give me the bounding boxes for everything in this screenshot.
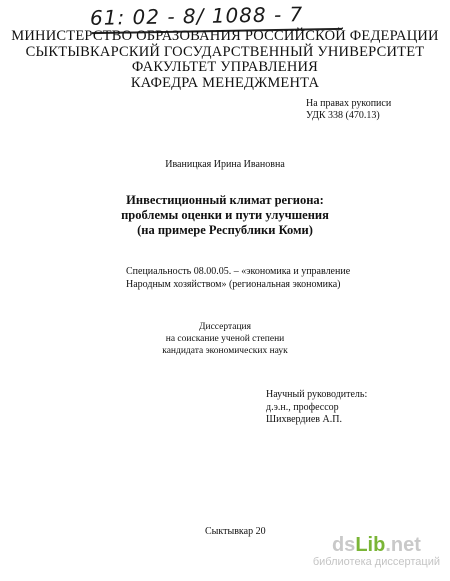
logo-wordmark: dsLib.net [331,534,421,556]
ministry-line: МИНИСТЕРСТВО ОБРАЗОВАНИЯ РОССИЙСКОЙ ФЕДЕРАЦИИ [11,28,439,44]
udc-code: УДК 338 (470.13) [306,110,380,121]
dissertation-title [0,193,450,238]
degree-line-3: кандидата экономических наук [162,346,288,356]
institution-header [0,29,450,91]
handwritten-catalog-code: 61: 02 - 8/ 1088 - 7 [89,2,304,30]
title-line-3: (на примере Республики Коми) [137,223,313,237]
specialty-line-2: Народным хозяйством» (региональная экономика) [126,278,341,290]
place-year: Сыктывкар 20 [205,526,266,537]
dslib-logo[interactable] [313,534,440,568]
supervisor-name: Шихвердиев А.П. [266,414,342,425]
degree-line-1: Диссертация [199,322,251,332]
title-line-2: проблемы оценки и пути улучшения [121,208,329,222]
supervisor-degree: д.э.н., профессор [266,401,339,413]
title-line-1: Инвестиционный климат региона: [126,193,324,207]
university-line: СЫКТЫВКАРСКИЙ ГОСУДАРСТВЕННЫЙ УНИВЕРСИТЕТ [25,43,425,60]
faculty-line: ФАКУЛЬТЕТ УПРАВЛЕНИЯ [131,59,319,75]
degree-block [0,321,450,357]
supervisor-block [266,389,367,427]
degree-line-2: на соискание ученой степени [165,334,285,344]
logo-subtitle: библиотека диссертаций [312,556,440,568]
rights-label: На правах рукописи [306,98,392,109]
department-line: КАФЕДРА МЕНЕДЖМЕНТА [130,74,320,91]
specialty-line-1: Специальность 08.00.05. – «экономика и управление [126,266,351,277]
manuscript-rights [306,98,391,122]
specialty-block [126,266,350,291]
supervisor-label: Научный руководитель: [266,389,368,400]
author-name: Иваницкая Ирина Ивановна [165,159,285,170]
